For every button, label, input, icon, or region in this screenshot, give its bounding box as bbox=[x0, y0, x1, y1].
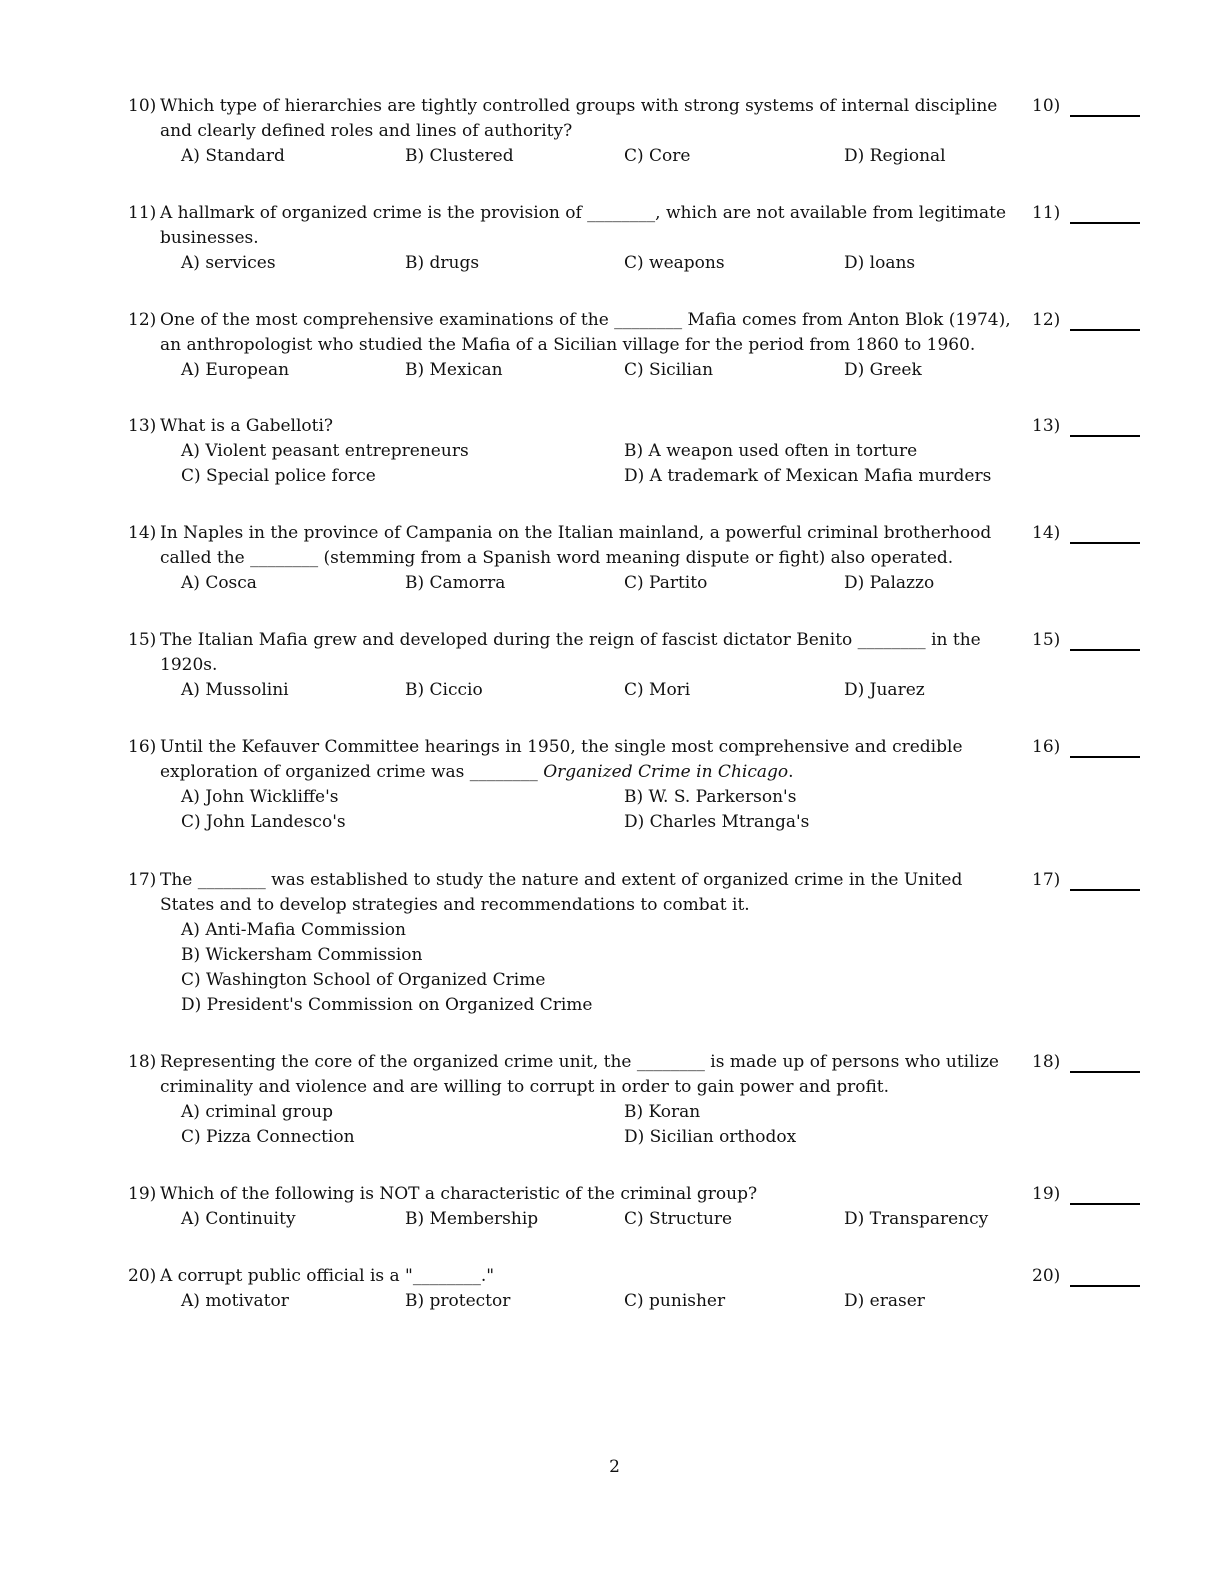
question-number: 11) bbox=[128, 203, 157, 223]
question-text: One of the most comprehensive examinations of the ________ Mafia comes from Anton Blok (1974), bbox=[160, 310, 1011, 330]
option-d[interactable]: D) Palazzo bbox=[844, 573, 935, 593]
answer-number: 13) bbox=[1032, 416, 1061, 436]
answer-number: 19) bbox=[1032, 1184, 1061, 1204]
answer-blank[interactable] bbox=[1070, 1203, 1140, 1205]
question-text: Representing the core of the organized crime unit, the ________ is made up of persons who utilize bbox=[160, 1052, 999, 1072]
option-d[interactable]: D) eraser bbox=[844, 1291, 925, 1311]
question-text: Which type of hierarchies are tightly controlled groups with strong systems of internal discipline bbox=[160, 96, 998, 116]
option-a[interactable]: A) criminal group bbox=[181, 1102, 333, 1122]
question-number: 12) bbox=[128, 310, 157, 330]
page-number: 2 bbox=[609, 1457, 620, 1477]
option-c[interactable]: C) Core bbox=[624, 146, 691, 166]
question-number: 14) bbox=[128, 523, 157, 543]
option-c[interactable]: C) Sicilian bbox=[624, 360, 714, 380]
option-b[interactable]: B) Camorra bbox=[405, 573, 506, 593]
option-d[interactable]: D) loans bbox=[844, 253, 916, 273]
option-c[interactable]: C) Washington School of Organized Crime bbox=[181, 970, 546, 990]
question-text: Until the Kefauver Committee hearings in 1950, the single most comprehensive and credible bbox=[160, 737, 963, 757]
question-text: 1920s. bbox=[160, 655, 218, 675]
answer-number: 10) bbox=[1032, 96, 1061, 116]
option-b[interactable]: B) Mexican bbox=[405, 360, 503, 380]
question-11 bbox=[128, 201, 1148, 276]
option-a[interactable]: A) Mussolini bbox=[181, 680, 289, 700]
question-number: 19) bbox=[128, 1184, 157, 1204]
question-18 bbox=[128, 1050, 1148, 1150]
option-a[interactable]: A) motivator bbox=[181, 1291, 289, 1311]
answer-blank[interactable] bbox=[1070, 889, 1140, 891]
question-text: The Italian Mafia grew and developed during the reign of fascist dictator Benito ________ in the bbox=[160, 630, 981, 650]
option-d[interactable]: D) A trademark of Mexican Mafia murders bbox=[624, 466, 992, 486]
option-b[interactable]: B) A weapon used often in torture bbox=[624, 441, 918, 461]
question-20 bbox=[128, 1264, 1148, 1314]
question-text: What is a Gabelloti? bbox=[160, 416, 334, 436]
answer-blank[interactable] bbox=[1070, 115, 1140, 117]
answer-blank[interactable] bbox=[1070, 649, 1140, 651]
question-17 bbox=[128, 868, 1148, 1018]
option-c[interactable]: C) Structure bbox=[624, 1209, 733, 1229]
question-text bbox=[160, 760, 794, 785]
option-d[interactable]: D) Juarez bbox=[844, 680, 925, 700]
question-10 bbox=[128, 94, 1148, 169]
question-text: criminality and violence and are willing to corrupt in order to gain power and profit. bbox=[160, 1077, 890, 1097]
answer-number: 12) bbox=[1032, 310, 1061, 330]
question-text: A hallmark of organized crime is the provision of ________, which are not available from legitimate bbox=[160, 203, 1007, 223]
question-number: 15) bbox=[128, 630, 157, 650]
question-text-suffix: . bbox=[788, 762, 794, 782]
answer-blank[interactable] bbox=[1070, 329, 1140, 331]
answer-number: 16) bbox=[1032, 737, 1061, 757]
answer-blank[interactable] bbox=[1070, 1285, 1140, 1287]
option-a[interactable]: A) European bbox=[181, 360, 290, 380]
option-c[interactable]: C) Mori bbox=[624, 680, 691, 700]
option-a[interactable]: A) Violent peasant entrepreneurs bbox=[181, 441, 469, 461]
option-b[interactable]: B) Wickersham Commission bbox=[181, 945, 423, 965]
option-c[interactable]: C) Pizza Connection bbox=[181, 1127, 355, 1147]
option-c[interactable]: C) punisher bbox=[624, 1291, 726, 1311]
answer-blank[interactable] bbox=[1070, 542, 1140, 544]
question-19 bbox=[128, 1182, 1148, 1232]
answer-number: 18) bbox=[1032, 1052, 1061, 1072]
option-c[interactable]: C) John Landesco's bbox=[181, 812, 346, 832]
answer-blank[interactable] bbox=[1070, 435, 1140, 437]
option-c[interactable]: C) Special police force bbox=[181, 466, 376, 486]
question-15 bbox=[128, 628, 1148, 703]
question-text: A corrupt public official is a "________." bbox=[160, 1266, 495, 1286]
option-b[interactable]: B) Ciccio bbox=[405, 680, 483, 700]
answer-blank[interactable] bbox=[1070, 1071, 1140, 1073]
question-12 bbox=[128, 308, 1148, 383]
question-number: 16) bbox=[128, 737, 157, 757]
option-a[interactable]: A) John Wickliffe's bbox=[181, 787, 339, 807]
option-a[interactable]: A) Continuity bbox=[181, 1209, 296, 1229]
option-b[interactable]: B) protector bbox=[405, 1291, 511, 1311]
option-b[interactable]: B) W. S. Parkerson's bbox=[624, 787, 797, 807]
question-text: an anthropologist who studied the Mafia of a Sicilian village for the period from 1860 to 1960. bbox=[160, 335, 976, 355]
question-text: Which of the following is NOT a characteristic of the criminal group? bbox=[160, 1184, 758, 1204]
answer-number: 15) bbox=[1032, 630, 1061, 650]
question-16 bbox=[128, 735, 1148, 835]
option-d[interactable]: D) Sicilian orthodox bbox=[624, 1127, 797, 1147]
question-number: 20) bbox=[128, 1266, 157, 1286]
option-a[interactable]: A) Anti-Mafia Commission bbox=[181, 920, 406, 940]
question-14 bbox=[128, 521, 1148, 596]
option-b[interactable]: B) Membership bbox=[405, 1209, 539, 1229]
answer-number: 11) bbox=[1032, 203, 1061, 223]
question-text: businesses. bbox=[160, 228, 259, 248]
question-number: 17) bbox=[128, 870, 157, 890]
option-c[interactable]: C) weapons bbox=[624, 253, 725, 273]
book-title: Organized Crime in Chicago bbox=[543, 762, 789, 782]
option-a[interactable]: A) Standard bbox=[181, 146, 285, 166]
answer-blank[interactable] bbox=[1070, 756, 1140, 758]
question-text: and clearly defined roles and lines of authority? bbox=[160, 121, 573, 141]
answer-number: 20) bbox=[1032, 1266, 1061, 1286]
answer-number: 14) bbox=[1032, 523, 1061, 543]
question-number: 13) bbox=[128, 416, 157, 436]
option-d[interactable]: D) President's Commission on Organized Crime bbox=[181, 995, 593, 1015]
option-b[interactable]: B) Koran bbox=[624, 1102, 701, 1122]
option-a[interactable]: A) services bbox=[181, 253, 276, 273]
answer-number: 17) bbox=[1032, 870, 1061, 890]
question-13 bbox=[128, 414, 1148, 489]
option-d[interactable]: D) Charles Mtranga's bbox=[624, 812, 810, 832]
answer-blank[interactable] bbox=[1070, 222, 1140, 224]
option-d[interactable]: D) Regional bbox=[844, 146, 946, 166]
question-text: In Naples in the province of Campania on the Italian mainland, a powerful criminal brotherhood bbox=[160, 523, 992, 543]
question-text: States and to develop strategies and recommendations to combat it. bbox=[160, 895, 750, 915]
option-b[interactable]: B) Clustered bbox=[405, 146, 514, 166]
option-d[interactable]: D) Transparency bbox=[844, 1209, 989, 1229]
question-text: The ________ was established to study the nature and extent of organized crime in the United bbox=[160, 870, 963, 890]
option-a[interactable]: A) Cosca bbox=[181, 573, 257, 593]
question-text-prefix: exploration of organized crime was ________ bbox=[160, 762, 544, 782]
question-text: called the ________ (stemming from a Spanish word meaning dispute or fight) also operated. bbox=[160, 548, 954, 568]
option-c[interactable]: C) Partito bbox=[624, 573, 708, 593]
question-number: 10) bbox=[128, 96, 157, 116]
question-number: 18) bbox=[128, 1052, 157, 1072]
option-b[interactable]: B) drugs bbox=[405, 253, 480, 273]
option-d[interactable]: D) Greek bbox=[844, 360, 922, 380]
